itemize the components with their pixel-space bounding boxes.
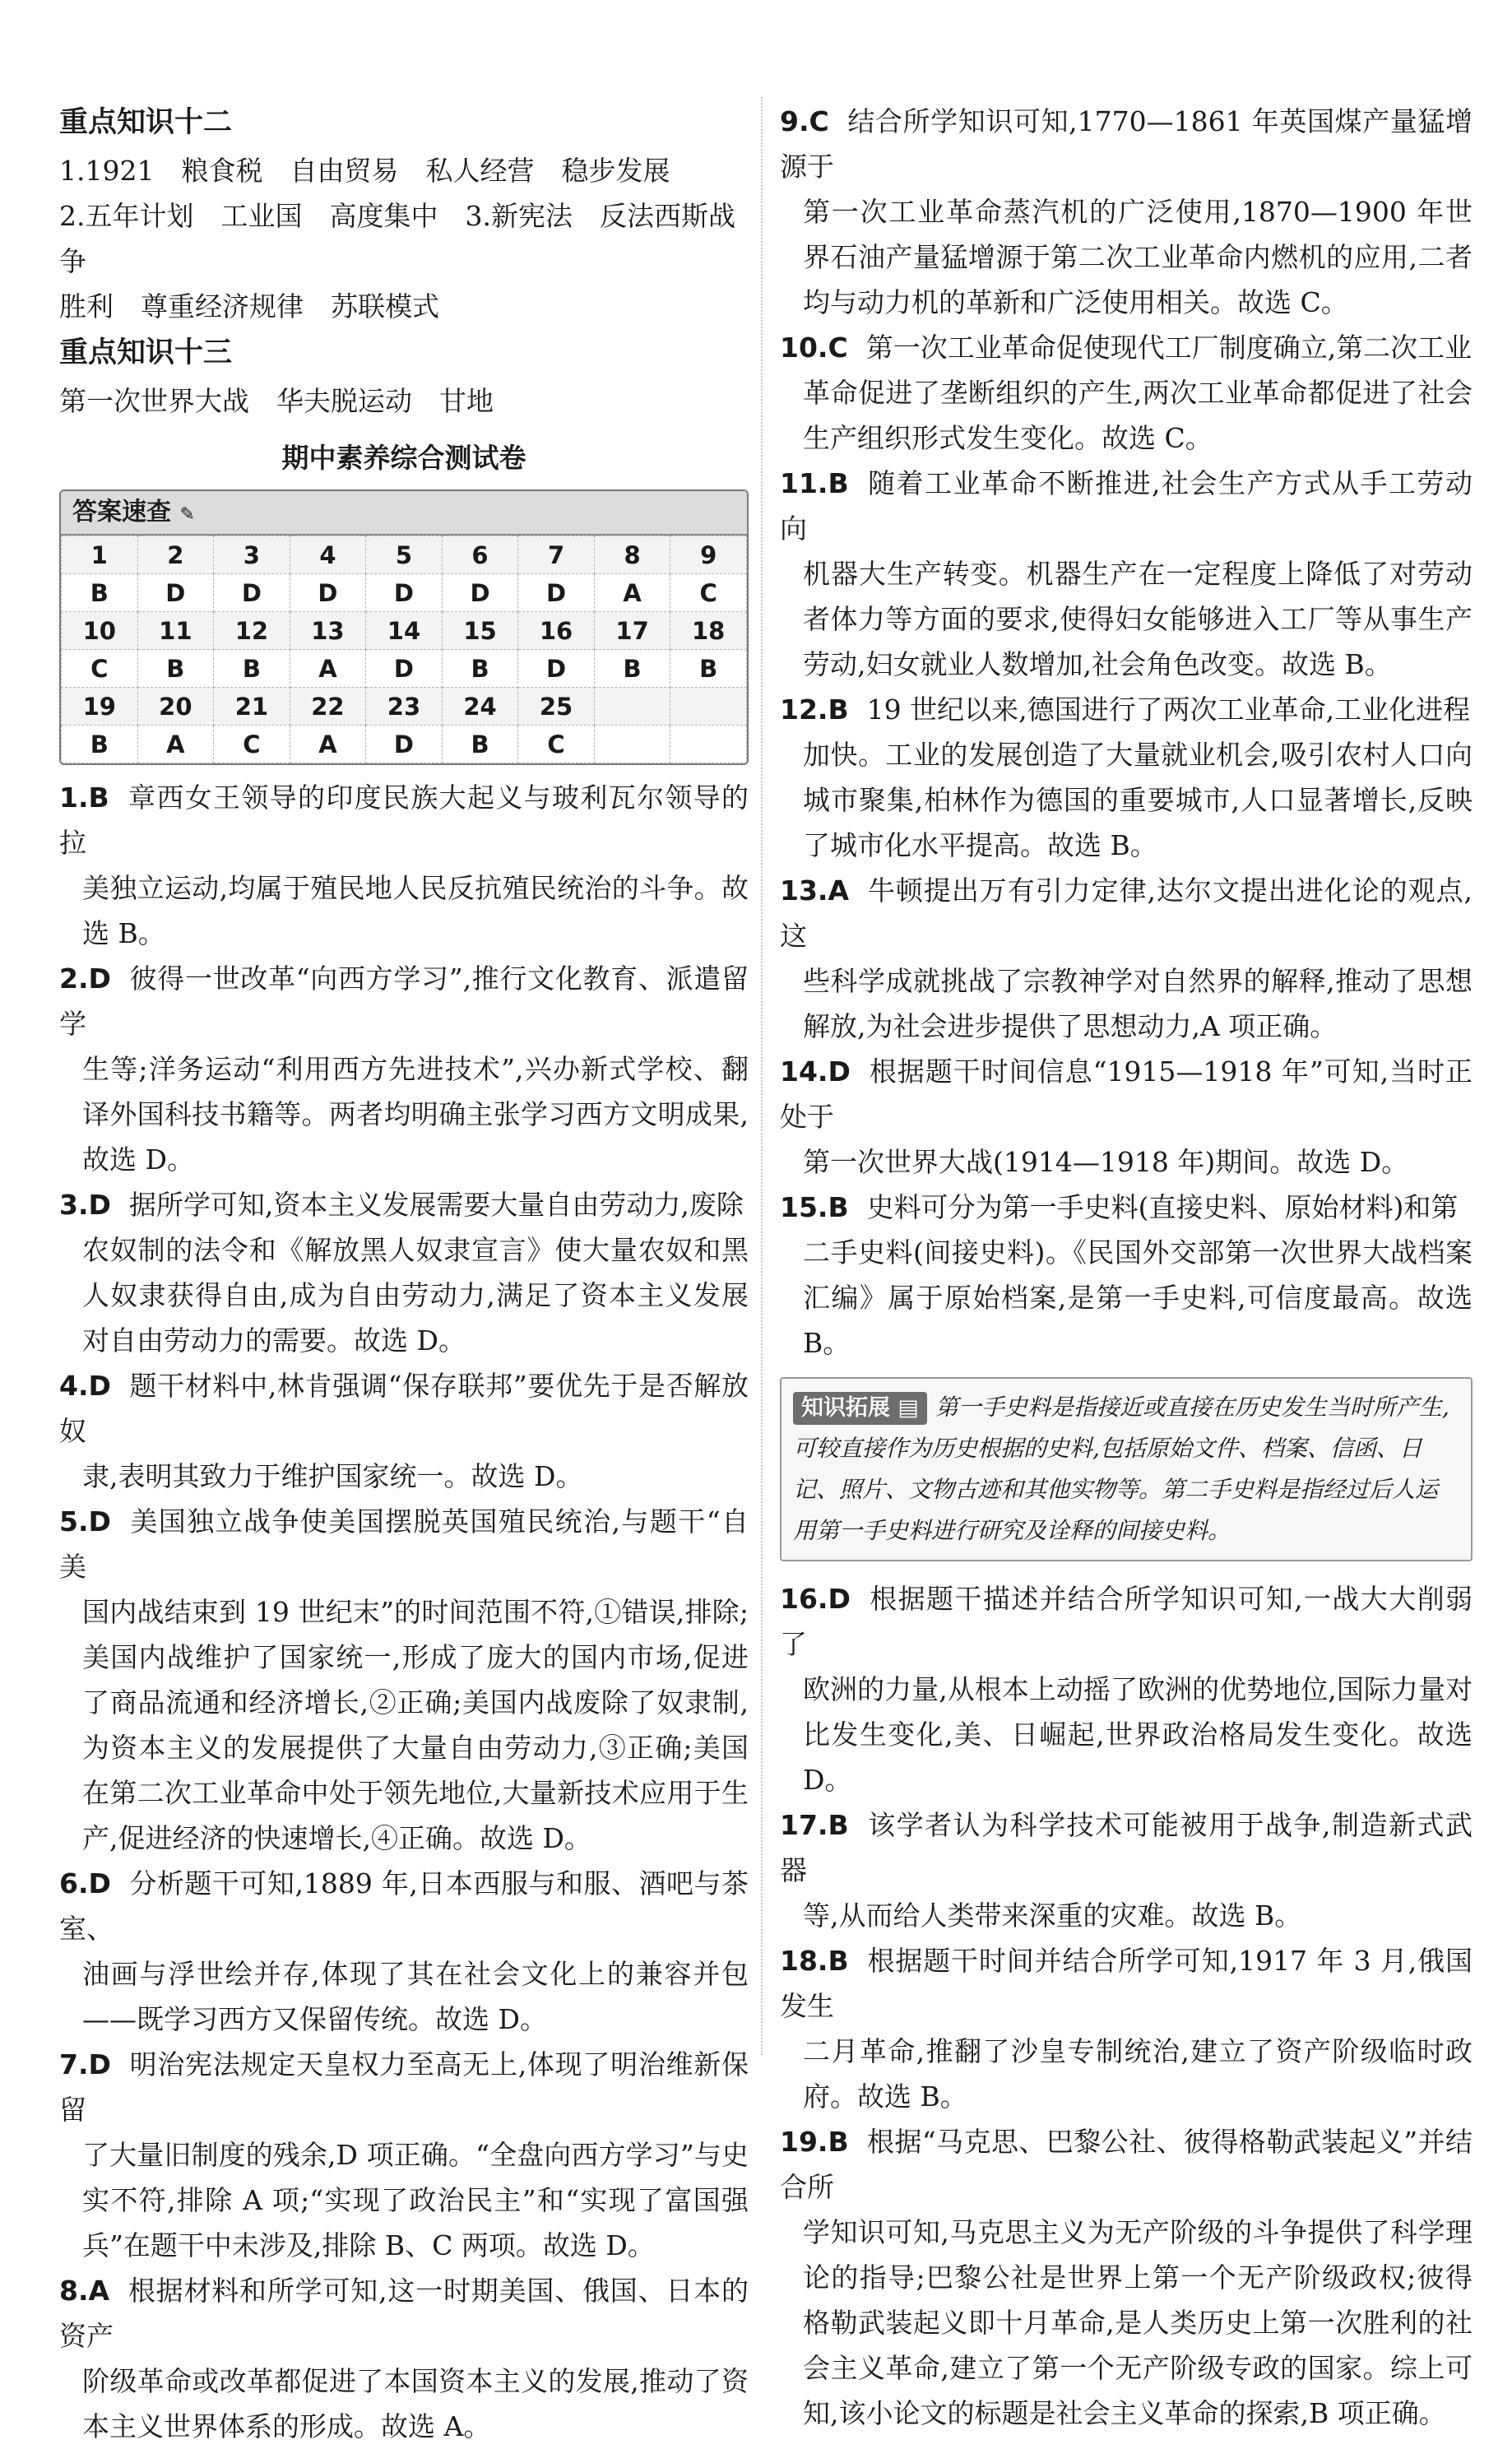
answer-number: 19.B <box>780 2126 849 2158</box>
knowledge-extension-box <box>780 1377 1473 1561</box>
answer-cell <box>594 726 670 763</box>
answer-item-6 <box>59 1861 749 2042</box>
answer-text-first: 章西女王领导的印度民族大起义与玻利瓦尔领导的拉 <box>59 782 749 859</box>
answer-item-18 <box>780 1938 1473 2119</box>
section12-line3: 胜利 尊重经济规律 苏联模式 <box>59 290 439 322</box>
knowledge-extension-text: 第一手史料是指接近或直接在历史发生当时所产生,可较直接作为历史根据的史料,包括原始文件、档案、信函、日记、照片、文物古迹和其他实物等。第二手史料是指经过后人运用第一手史料进行研究及诠释的间接史料。 <box>793 1394 1449 1544</box>
answer-cell: 15 <box>442 612 518 650</box>
answer-cell: B <box>670 650 747 688</box>
answer-cell: 12 <box>214 612 290 650</box>
answer-cell: B <box>442 726 518 763</box>
answer-cell: B <box>214 650 290 688</box>
answer-text-rest: 等,从而给人类带来深重的灾难。故选 B。 <box>803 1899 1302 1932</box>
answer-cell: 4 <box>290 536 366 574</box>
answer-text-rest: 第一次世界大战(1914—1918 年)期间。故选 D。 <box>803 1146 1409 1178</box>
answer-number: 11.B <box>780 467 849 499</box>
answer-number: 4.D <box>59 1370 111 1402</box>
column-separator <box>761 97 763 2055</box>
answer-number: 12.B <box>780 693 849 726</box>
answer-cell <box>594 688 670 726</box>
exam-title: 期中素养综合测试卷 <box>281 442 526 474</box>
answer-text-rest: 农奴制的法令和《解放黑人奴隶宣言》使大量农奴和黑人奴隶获得自由,成为自由劳动力,满足了资本主义发展对自由劳动力的需要。故选 D。 <box>82 1234 749 1357</box>
answer-cell: 8 <box>594 536 670 574</box>
answer-cell: A <box>290 650 366 688</box>
answer-item-11 <box>780 461 1473 687</box>
answer-number-row <box>62 536 747 574</box>
answer-cell: 25 <box>518 688 595 726</box>
answer-number: 15.B <box>780 1191 849 1223</box>
answer-number: 6.D <box>59 1867 111 1899</box>
answer-box-header <box>61 491 747 536</box>
answer-text-rest: 了大量旧制度的残余,D 项正确。“全盘向西方学习”与史实不符,排除 A 项;“实现了政治民主”和“实现了富国强兵”在题干中未涉及,排除 B、C 两项。故选 D。 <box>82 2139 749 2261</box>
answer-cell: A <box>137 726 214 763</box>
answer-item-9 <box>780 99 1473 325</box>
answer-cell: C <box>518 726 595 763</box>
answer-number-row <box>62 612 747 650</box>
answer-cell: B <box>62 574 138 612</box>
answer-cell: 9 <box>670 536 747 574</box>
answer-text-rest: 二手史料(间接史料)。《民国外交部第一次世界大战档案汇编》属于原始档案,是第一手史料,可信度最高。故选 B。 <box>803 1236 1473 1359</box>
answer-cell: 20 <box>137 688 214 726</box>
answer-text-rest: 欧洲的力量,从根本上动摇了欧洲的优势地位,国际力量对比发生变化,美、日崛起,世界政治格局发生变化。故选 D。 <box>803 1673 1473 1796</box>
answer-text-rest: 革命促进了垄断组织的产生,两次工业革命都促进了社会生产组织形式发生变化。故选 C。 <box>803 377 1473 454</box>
answer-cell: 3 <box>214 536 290 574</box>
answer-cell: 10 <box>62 612 138 650</box>
answer-text-first: 根据材料和所学可知,这一时期美国、俄国、日本的资产 <box>59 2275 749 2352</box>
answer-cell: C <box>214 726 290 763</box>
answer-item-2 <box>59 956 749 1182</box>
pencil-icon: ✎ <box>179 504 195 525</box>
answer-item-8 <box>59 2268 749 2449</box>
answer-item-15 <box>780 1185 1473 1366</box>
answer-cell: 16 <box>518 612 595 650</box>
answer-text-first: 据所学可知,资本主义发展需要大量自由劳动力,废除 <box>128 1189 744 1221</box>
answer-item-5 <box>59 1499 749 1861</box>
answer-item-7 <box>59 2042 749 2268</box>
answer-cell: D <box>290 574 366 612</box>
answer-text-rest: 国内战结束到 19 世纪末”的时间范围不符,①错误,排除;美国内战维护了国家统一,形成了庞大的国内市场,促进了商品流通和经济增长,②正确;美国内战废除了奴隶制,为资本主义的发展提供了大量自由劳动力,③正确;美国在第二次工业革命中处于领先地位,大量新技术应用于生产,促进经济的快速增长,④正确。故选 D。 <box>82 1596 749 1854</box>
answer-cell: D <box>442 574 518 612</box>
answer-number-row <box>62 688 747 726</box>
answer-text-first: 题干材料中,林肯强调“保存联邦”要优先于是否解放奴 <box>59 1370 749 1447</box>
answer-cell: 6 <box>442 536 518 574</box>
answer-cell: C <box>62 650 138 688</box>
answer-cell: 17 <box>594 612 670 650</box>
section12-line1: 1.1921 粮食税 自由贸易 私人经营 稳步发展 <box>59 155 670 187</box>
left-column <box>59 99 749 2449</box>
answer-text-first: 根据题干时间信息“1915—1918 年”可知,当时正处于 <box>780 1055 1473 1133</box>
answer-text-rest: 机器大生产转变。机器生产在一定程度上降低了对劳动者体力等方面的要求,使得妇女能够进入工厂等从事生产劳动,妇女就业人数增加,社会角色改变。故选 B。 <box>803 558 1473 680</box>
answer-cell: C <box>670 574 747 612</box>
answer-cell: D <box>214 574 290 612</box>
section12-title: 重点知识十二 <box>59 106 233 139</box>
answer-text-first: 牛顿提出万有引力定律,达尔文提出进化论的观点,这 <box>780 874 1473 952</box>
answer-text-first: 明治宪法规定天皇权力至高无上,体现了明治维新保留 <box>59 2048 749 2126</box>
answer-cell: 23 <box>366 688 443 726</box>
answer-cell: B <box>137 650 214 688</box>
knowledge-extension-tag <box>793 1392 927 1425</box>
section13-line1: 第一次世界大战 华夫脱运动 甘地 <box>59 385 494 417</box>
answer-cell: D <box>518 574 595 612</box>
answer-cell <box>670 688 747 726</box>
answer-text-first: 美国独立战争使美国摆脱英国殖民统治,与题干“自美 <box>59 1505 749 1583</box>
answer-number: 16.D <box>780 1583 851 1615</box>
answer-letter-row <box>62 574 747 612</box>
answer-number: 14.D <box>780 1055 851 1088</box>
answer-item-12 <box>780 687 1473 868</box>
answer-text-first: 根据题干描述并结合所学知识可知,一战大大削弱了 <box>780 1583 1473 1660</box>
right-column <box>780 99 1473 2436</box>
answer-text-rest: 些科学成就挑战了宗教神学对自然界的解释,推动了思想解放,为社会进步提供了思想动力,A 项正确。 <box>803 965 1473 1042</box>
answer-text-first: 根据“马克思、巴黎公社、彼得格勒武装起义”并结合所 <box>780 2126 1473 2203</box>
answer-text-first: 该学者认为科学技术可能被用于战争,制造新式武器 <box>780 1809 1473 1886</box>
answer-number: 13.A <box>780 874 849 907</box>
answer-text-rest: 二月革命,推翻了沙皇专制统治,建立了资产阶级临时政府。故选 B。 <box>803 2035 1473 2113</box>
answer-item-13 <box>780 868 1473 1049</box>
answer-cell: A <box>594 574 670 612</box>
answer-item-1 <box>59 775 749 956</box>
answer-text-first: 史料可分为第一手史料(直接史料、原始材料)和第 <box>866 1191 1459 1223</box>
answer-quick-check-box <box>59 489 749 765</box>
answer-number: 9.C <box>780 105 829 137</box>
answer-text-rest: 加快。工业的发展创造了大量就业机会,吸引农村人口向城市聚集,柏林作为德国的重要城市,人口显著增长,反映了城市化水平提高。故选 B。 <box>803 739 1473 861</box>
answer-number: 17.B <box>780 1809 849 1841</box>
answer-cell <box>670 726 747 763</box>
answer-cell: 24 <box>442 688 518 726</box>
answer-number: 2.D <box>59 962 111 995</box>
answer-cell: 2 <box>137 536 214 574</box>
answer-cell: 19 <box>62 688 138 726</box>
answer-cell: 1 <box>62 536 138 574</box>
answer-text-first: 随着工业革命不断推进,社会生产方式从手工劳动向 <box>780 467 1473 545</box>
answer-number: 7.D <box>59 2048 111 2080</box>
answer-cell: D <box>366 574 443 612</box>
answer-text-rest: 隶,表明其致力于维护国家统一。故选 D。 <box>82 1460 583 1492</box>
answer-cell: D <box>137 574 214 612</box>
answer-item-19 <box>780 2119 1473 2436</box>
answer-letter-row <box>62 650 747 688</box>
book-icon: ▤ <box>897 1395 919 1421</box>
answer-number: 10.C <box>780 332 848 364</box>
answer-cell: D <box>366 726 443 763</box>
answer-text-first: 19 世纪以来,德国进行了两次工业革命,工业化进程 <box>866 693 1471 726</box>
answer-text-first: 结合所学知识可知,1770—1861 年英国煤产量猛增源于 <box>780 105 1473 183</box>
answer-cell: 13 <box>290 612 366 650</box>
answer-item-16 <box>780 1576 1473 1802</box>
answer-number: 5.D <box>59 1505 111 1538</box>
answer-table <box>61 536 747 763</box>
answer-cell: B <box>442 650 518 688</box>
answer-box-title: 答案速查 <box>72 498 171 526</box>
answer-text-rest: 第一次工业革命蒸汽机的广泛使用,1870—1900 年世界石油产量猛增源于第二次工业革命内燃机的应用,二者均与动力机的革新和广泛使用相关。故选 C。 <box>803 196 1473 318</box>
answer-text-rest: 油画与浮世绘并存,体现了其在社会文化上的兼容并包——既学习西方又保留传统。故选 D。 <box>82 1958 749 2035</box>
answer-text-first: 根据题干时间并结合所学可知,1917 年 3 月,俄国发生 <box>780 1945 1473 2022</box>
answer-letter-row <box>62 726 747 763</box>
answer-text-rest: 阶级革命或改革都促进了本国资本主义的发展,推动了资本主义世界体系的形成。故选 A。 <box>82 2365 749 2442</box>
answer-item-17 <box>780 1802 1473 1938</box>
answer-cell: 11 <box>137 612 214 650</box>
answer-cell: B <box>594 650 670 688</box>
answer-number: 18.B <box>780 1945 849 1977</box>
answer-cell: B <box>62 726 138 763</box>
answer-text-first: 分析题干可知,1889 年,日本西服与和服、酒吧与茶室、 <box>59 1867 749 1945</box>
answer-cell: 5 <box>366 536 443 574</box>
answer-cell: 7 <box>518 536 595 574</box>
answer-item-4 <box>59 1363 749 1499</box>
answer-cell: D <box>366 650 443 688</box>
answer-item-3 <box>59 1182 749 1363</box>
answer-number: 3.D <box>59 1189 111 1221</box>
answer-cell: A <box>290 726 366 763</box>
answer-number: 8.A <box>59 2275 110 2307</box>
answer-item-10 <box>780 325 1473 461</box>
answer-item-14 <box>780 1049 1473 1185</box>
answer-text-first: 第一次工业革命促使现代工厂制度确立,第二次工业 <box>865 332 1473 364</box>
answer-cell: 21 <box>214 688 290 726</box>
answer-cell: 22 <box>290 688 366 726</box>
answer-cell: 18 <box>670 612 747 650</box>
knowledge-extension-label: 知识拓展 <box>801 1395 890 1421</box>
answer-cell: 14 <box>366 612 443 650</box>
answer-text-rest: 学知识可知,马克思主义为无产阶级的斗争提供了科学理论的指导;巴黎公社是世界上第一个无产阶级政权;彼得格勒武装起义即十月革命,是人类历史上第一次胜利的社会主义革命,建立了第一个无产阶级专政的国家。综上可知,该小论文的标题是社会主义革命的探索,B 项正确。 <box>803 2216 1473 2429</box>
answer-cell: D <box>518 650 595 688</box>
answer-text-first: 彼得一世改革“向西方学习”,推行文化教育、派遣留学 <box>59 962 749 1040</box>
answer-text-rest: 生等;洋务运动“利用西方先进技术”,兴办新式学校、翻译外国科技书籍等。两者均明确主张学习西方文明成果,故选 D。 <box>82 1053 749 1176</box>
answer-number: 1.B <box>59 782 109 814</box>
section13-title: 重点知识十三 <box>59 336 233 369</box>
answer-text-rest: 美独立运动,均属于殖民地人民反抗殖民统治的斗争。故选 B。 <box>82 872 749 949</box>
section12-line2: 2.五年计划 工业国 高度集中 3.新宪法 反法西斯战争 <box>59 200 735 277</box>
